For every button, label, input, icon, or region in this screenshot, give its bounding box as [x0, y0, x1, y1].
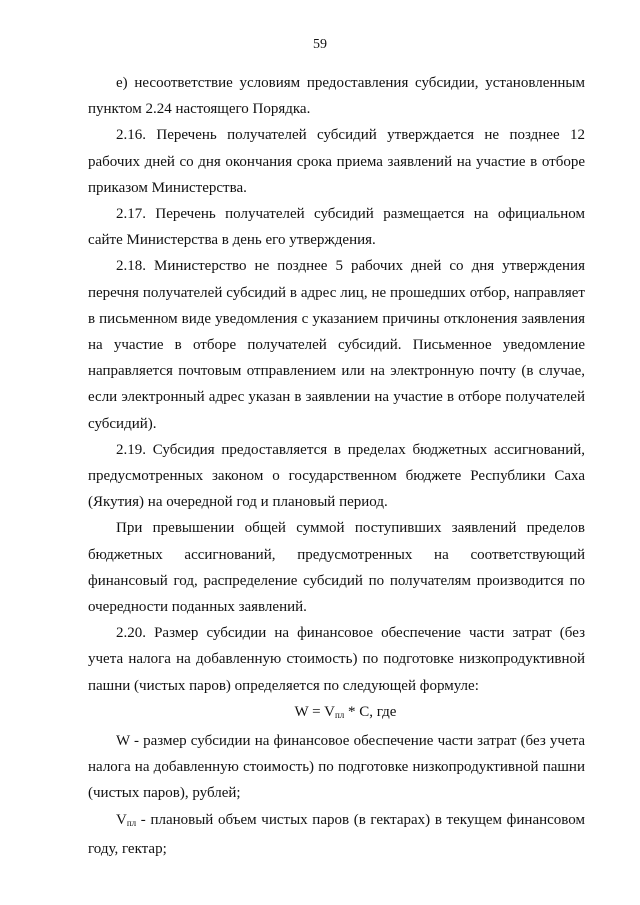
paragraph-2-19: 2.19. Субсидия предоставляется в пределах бюджетных ассигнований, предусмотренных законом о государственном бюджете Республики Саха (Якутия) на очередной год и плановый период.	[88, 441, 585, 511]
paragraph-2-16: 2.16. Перечень получателей субсидий утверждается не позднее 12 рабочих дней со дня окончания срока приема заявлений на участие в отборе приказом Министерства.	[88, 127, 585, 196]
definition-w: W - размер субсидии на финансовое обеспечение части затрат (без учета налога на добавленную стоимость) по подготовке низкопродуктивной пашни (чистых паров), рублей;	[88, 733, 585, 802]
paragraph-2-17: 2.17. Перечень получателей субсидий размещается на официальном сайте Министерства в день его утверждения.	[88, 206, 585, 249]
paragraph-2-20: 2.20. Размер субсидии на финансовое обеспечение части затрат (без учета налога на добавленную стоимость) по подготовке низкопродуктивной пашни (чистых паров) определяется по следующей формуле:	[88, 625, 585, 694]
definition-v	[88, 807, 585, 862]
document-body	[88, 70, 585, 862]
formula-lhs: W = V	[294, 703, 335, 720]
subsidy-formula	[88, 699, 585, 728]
definition-v-subscript: пл	[126, 817, 137, 828]
paragraph-excess-rule: При превышении общей суммой поступивших заявлений пределов бюджетных ассигнований, предусмотренных на соответствующий финансовый год, распределение субсидий по получателям производится по очередности поданных заявлений.	[88, 520, 585, 616]
paragraph-2-18: 2.18. Министерство не позднее 5 рабочих дней со дня утверждения перечня получателей субсидий в адрес лиц, не прошедших отбор, направляет в письменном виде уведомления с указанием причины отклонения заявления на участие в отборе получателей субсидий. Письменное уведомление направляется почтовым отправлением или на электронную почту (в случае, если электронный адрес указан в заявлении на участие в отборе получателей субсидий).	[88, 258, 585, 432]
paragraph-item-e: е) несоответствие условиям предоставления субсидии, установленным пунктом 2.24 настоящего Порядка.	[88, 75, 585, 118]
formula-subscript: пл	[334, 709, 345, 720]
formula-rhs: * С, где	[344, 703, 397, 720]
definition-v-text: - плановый объем чистых паров (в гектарах) в текущем финансовом году, гектар;	[88, 811, 585, 857]
definition-v-symbol: V	[116, 811, 127, 828]
page-number: 59	[313, 37, 327, 52]
